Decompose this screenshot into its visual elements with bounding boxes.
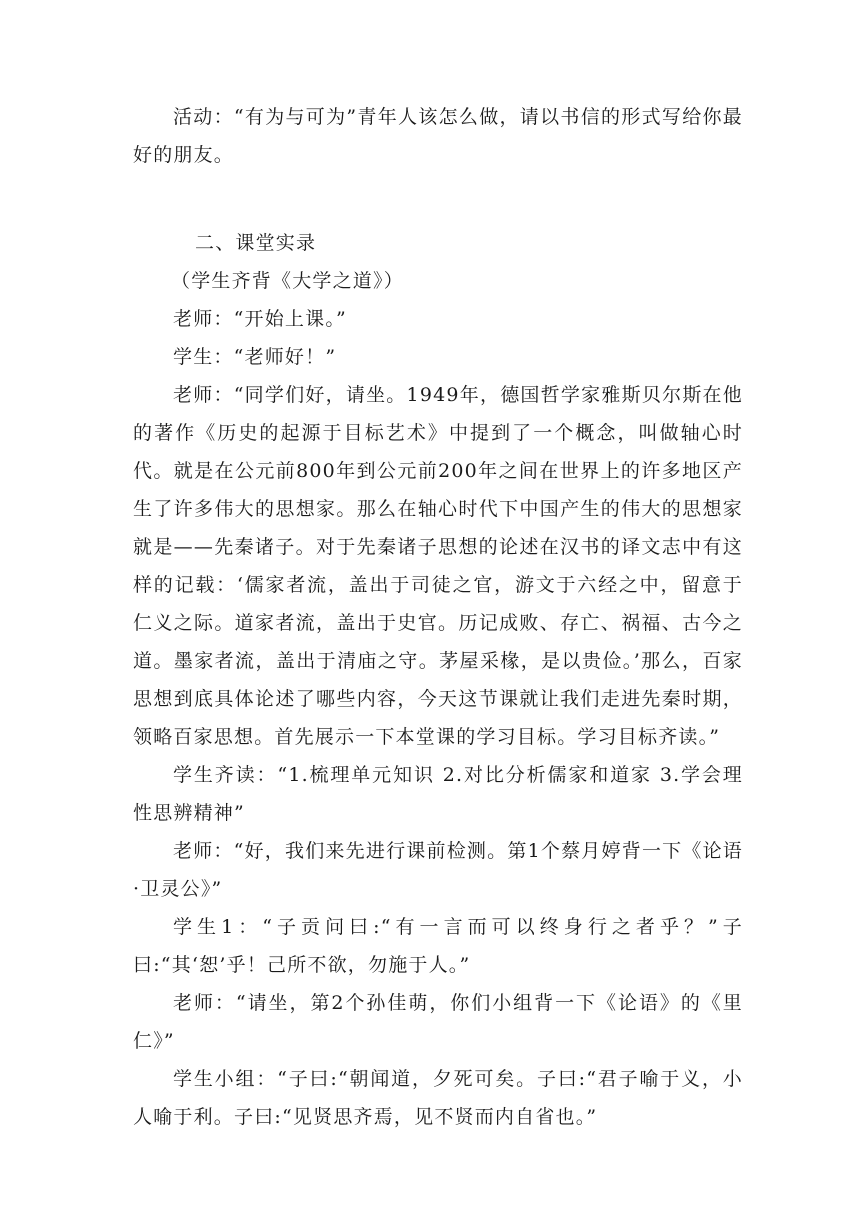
dialogue-line: 老师：“同学们好，请坐。1949年，德国哲学家雅斯贝尔斯在他的著作《历史的起源于目标艺术》中提到了一个概念，叫做轴心时代。就是在公元前800年到公元前200年之间在世界上的许多地区产生了许多伟大的思想家。那么在轴心时代下中国产生的伟大的思想家就是——先秦诸子。对于先秦诸子思想的论述在汉书的译文志中有这样的记载：‘儒家者流，盖出于司徒之官，游文于六经之中，留意于仁义之际。道家者流，盖出于史官。历记成败、存亡、祸福、古今之道。墨家者流，盖出于清庙之守。茅屋采椽，是以贵俭。’那么，百家思想到底具体论述了哪些内容，今天这节课就让我们走进先秦时期，领略百家思想。首先展示一下本堂课的学习目标。学习目标齐读。” xyxy=(133,384,743,748)
document-body xyxy=(133,98,743,1136)
dialogue-line: 学生1：“子贡问曰:“有一言而可以终身行之者乎？”子曰:“其‘恕’乎！己所不欲，勿施于人。” xyxy=(133,916,743,976)
stage-direction: （学生齐背《大学之道》） xyxy=(171,270,404,292)
dialogue-line: 学生齐读：“1.梳理单元知识 2.对比分析儒家和道家 3.学会理性思辨精神” xyxy=(133,764,743,824)
activity-paragraph: 活动：“有为与可为”青年人该怎么做，请以书信的形式写给你最好的朋友。 xyxy=(133,106,743,166)
paragraph-gap xyxy=(133,212,743,224)
section-heading: 二、课堂实录 xyxy=(195,232,317,254)
dialogue-line: 老师：“开始上课。” xyxy=(173,308,347,330)
dialogue-line: 学生：“老师好！” xyxy=(173,346,337,368)
dialogue-line: 老师：“好，我们来先进行课前检测。第1个蔡月婷背一下《论语·卫灵公》” xyxy=(133,840,743,900)
paragraph-gap xyxy=(133,174,743,212)
dialogue-line: 学生小组：“子曰:“朝闻道，夕死可矣。子曰:“君子喻于义，小人喻于利。子曰:“见贤思齐焉，见不贤而内自省也。” xyxy=(133,1068,743,1128)
dialogue-line: 老师：“请坐，第2个孙佳萌，你们小组背一下《论语》的《里仁》” xyxy=(133,992,743,1052)
